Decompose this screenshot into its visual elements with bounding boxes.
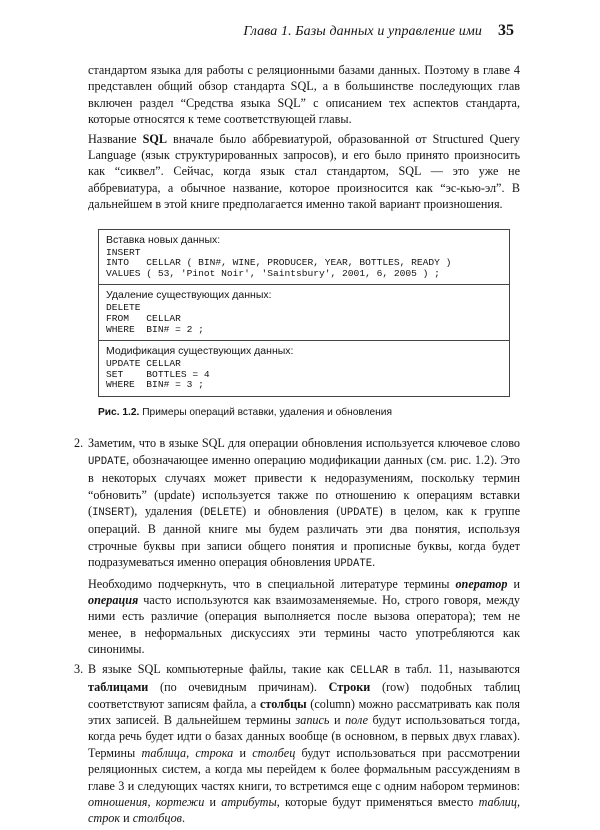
- text-run: ,: [186, 745, 196, 760]
- list-item-2: [74, 435, 520, 657]
- code-update: UPDATE CELLAR SET BOTTLES = 4 WHERE BIN# = 3 ;: [106, 358, 210, 391]
- term-field: поле: [345, 712, 368, 727]
- keyword-cellar: CELLAR: [350, 664, 389, 677]
- text-run: , обозначающее именно операцию модификации данных (см. рис. 1.2). Это в некоторых случаях может привести к недоразумениям, поскольку термин “обновить” (update) используется также по отношению к операциям вставки (: [88, 452, 520, 519]
- running-title: Глава 1. Базы данных и управление ими: [243, 24, 482, 39]
- text-run: Необходимо подчеркнуть, что в специальной литературе термины: [88, 576, 456, 591]
- term-row: строка: [195, 745, 234, 760]
- text-run: В языке SQL компьютерные файлы, такие как: [88, 661, 351, 676]
- text-run: .: [181, 811, 186, 826]
- text-run: будут использоваться при рассмотрении реляционных систем, а когда мы перейдем к более формальным рассуждениям в главе 3 и следующих частях книги, то встретимся еще с одним набором терминов:: [88, 745, 520, 793]
- text-run: будут использоваться тогда, когда речь будет идти о базах данных вообще (в основном, в первых двух главах). Термины: [88, 712, 520, 760]
- keyword-delete: DELETE: [203, 507, 243, 520]
- term-tables-rows: таблиц, строк: [88, 794, 520, 826]
- term-sql: SQL: [142, 131, 167, 146]
- keyword-insert: INSERT: [92, 507, 131, 520]
- text-run: и: [120, 811, 133, 826]
- term-columns: столбцы: [259, 696, 307, 711]
- term-operator: оператор: [455, 576, 508, 591]
- text-run: (row) подобных таблиц соответствуют записям файла, а: [88, 680, 520, 711]
- text-run: Название: [88, 131, 143, 146]
- page-number: 35: [498, 22, 514, 39]
- term-record: запись: [295, 712, 330, 727]
- paragraph-intro-1: стандартом языка для работы с реляционными базами данных. Поэтому в главе 4 представлен общий обзор стандарта SQL, а в большинстве последующих глав включен раздел “Средства языка SQL” с описанием тех аспектов стандарта, которые относятся к теме соответствующей главы.: [88, 63, 520, 127]
- panel-title: Модификация существующих данных:: [106, 345, 294, 358]
- keyword-update: UPDATE: [88, 455, 127, 468]
- figure-panel-update: [99, 341, 509, 396]
- keyword-update: UPDATE: [340, 507, 379, 520]
- term-table: таблица: [141, 745, 187, 760]
- code-delete: DELETE FROM CELLAR WHERE BIN# = 2 ;: [106, 302, 204, 335]
- caption-label: Рис. 1.2.: [98, 407, 140, 418]
- figure-panel-delete: [99, 285, 509, 341]
- text-run: и: [329, 712, 346, 727]
- page-body: [74, 62, 520, 830]
- text-run: ), удаления (: [130, 504, 204, 519]
- text-run: и: [507, 576, 520, 591]
- text-run: вначале было аббревиатурой, образованной от Structured Query Language (язык структурированных запросов), и его было принято произносить как “сиквел”. Сейчас, когда язык стал стандартом, SQL — это уже не аббревиатура, а обычное название, которое произносится как “эс-кью-эл”. В дальнейшем в этой книге предполагается именно такой вариант произношения.: [88, 131, 520, 212]
- term-attributes: атрибуты: [221, 794, 277, 809]
- caption-text: Примеры операций вставки, удаления и обновления: [139, 407, 393, 418]
- figure-caption: [98, 405, 520, 421]
- text-run: , которые будут применяться вместо: [276, 794, 479, 809]
- paragraph-item2-1: [88, 435, 520, 572]
- text-run: и: [204, 794, 222, 809]
- list-number: 3.: [74, 661, 84, 676]
- list-number: 2.: [74, 436, 84, 451]
- text-run: (по очевидным причинам).: [148, 680, 329, 695]
- keyword-update: UPDATE: [333, 558, 373, 571]
- term-rows: Строки: [328, 680, 371, 695]
- text-run: в табл. 11, называются: [388, 661, 520, 676]
- paragraph-item3: [88, 661, 520, 827]
- figure-panel-insert: [99, 230, 509, 286]
- text-run: Заметим, что в языке SQL для операции обновления используется ключевое слово: [88, 436, 520, 451]
- paragraph-intro-2: [88, 131, 520, 213]
- text-run: (column) можно рассматривать как поля этих записей. В дальнейшем термины: [88, 696, 520, 727]
- panel-title: Вставка новых данных:: [106, 233, 221, 246]
- list-item-3: [74, 661, 520, 827]
- term-tables: таблицами: [88, 680, 149, 695]
- panel-title: Удаление существующих данных:: [106, 289, 272, 302]
- text-run: часто используются как взаимозаменяемые. Но, строго говоря, между ними есть различие (операция выполняется после вызова оператора); тем не менее, в неформальных дискуссиях эти термины часто употребляются как синонимы.: [88, 593, 520, 657]
- term-operation: операция: [88, 593, 139, 608]
- paragraph-item2-2: [88, 576, 520, 658]
- running-header: [0, 24, 600, 44]
- code-insert: INSERT INTO CELLAR ( BIN#, WINE, PRODUCER, YEAR, BOTTLES, READY ) VALUES ( 53, 'Pinot Noir', 'Saintsbury', 2001, 6, 2005 ) ;: [106, 246, 452, 279]
- text-run: ) и обновления (: [242, 504, 341, 519]
- term-column: столбец: [252, 745, 296, 760]
- text-run: .: [372, 555, 376, 570]
- term-relations: отношения, кортежи: [88, 794, 205, 809]
- text-run: ) в целом, как к группе операций. В данной книге мы будем различать эти два понятия, используя строчные буквы при записи общего понятия и прописные буквы, когда будет подразумеваться именно операция обновления: [88, 504, 520, 570]
- term-columns-2: столбцов: [132, 811, 182, 826]
- text-run: и: [233, 745, 253, 760]
- figure-sql-examples: [98, 229, 510, 397]
